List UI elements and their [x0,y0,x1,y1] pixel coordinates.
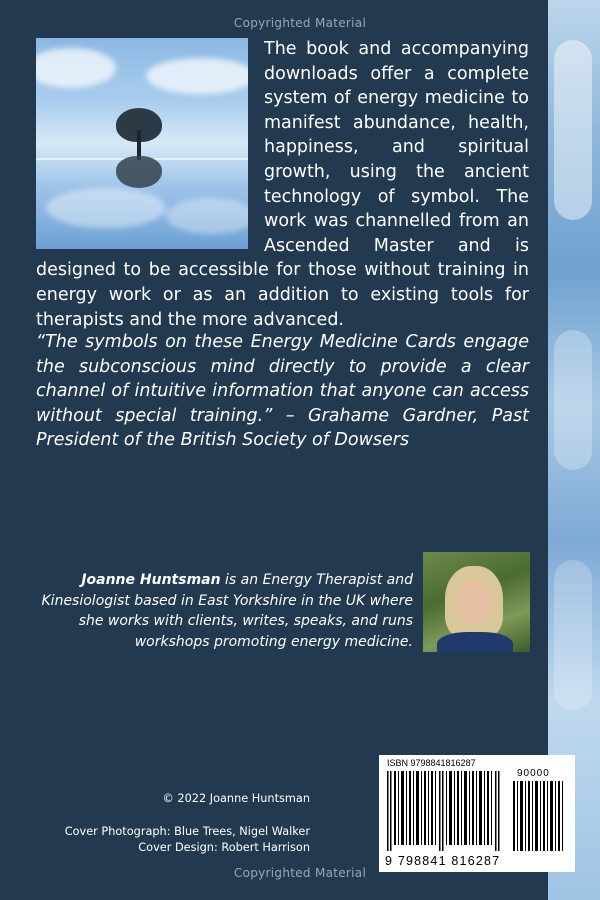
cloud-streak [554,40,592,220]
isbn-label: ISBN 9798841816287 [387,758,476,768]
barcode-bars [385,771,501,851]
author-bio [36,570,413,652]
watermark-bottom: Copyrighted Material [233,866,367,880]
copyright-line: © 2022 Joanne Huntsman [162,792,310,805]
isbn-barcode [379,755,575,872]
cloud-streak [554,560,592,710]
photo-credit: Cover Photograph: Blue Trees, Nigel Walker [64,825,310,838]
book-description-text: The book and accompanying downloads offer a complete system of energy medicine to manifest abundance, health, happiness, and spiritual growth, using the ancient technology of symbol. The work was channelled from an Ascended Master and is designed to be accessible for those without training in energy work or as an addition to existing tools for therapists and the more advanced. [36,39,529,330]
ean-digits: 9 798841 816287 [385,854,501,868]
cloud-streak [554,330,592,470]
price-code: 90000 [517,768,550,779]
author-bio-text: is an Energy Therapist and Kinesiologist based in East Yorkshire in the UK where she works with clients, writes, speaks, and runs workshops promoting energy medicine. [41,572,413,650]
author-photo [423,552,530,652]
author-name: Joanne Huntsman [81,572,221,588]
design-credit: Cover Design: Robert Harrison [138,841,310,854]
endorsement-quote: “The symbols on these Energy Medicine Cards engage the subconscious mind directly to provide a clear channel of intuitive information that anyone can access without special training.” – Grahame Gardner, Past President of the British Society of Dowsers [36,332,529,451]
book-description [36,37,529,332]
price-barcode-bars [512,781,566,851]
watermark-top: Copyrighted Material [233,16,367,30]
